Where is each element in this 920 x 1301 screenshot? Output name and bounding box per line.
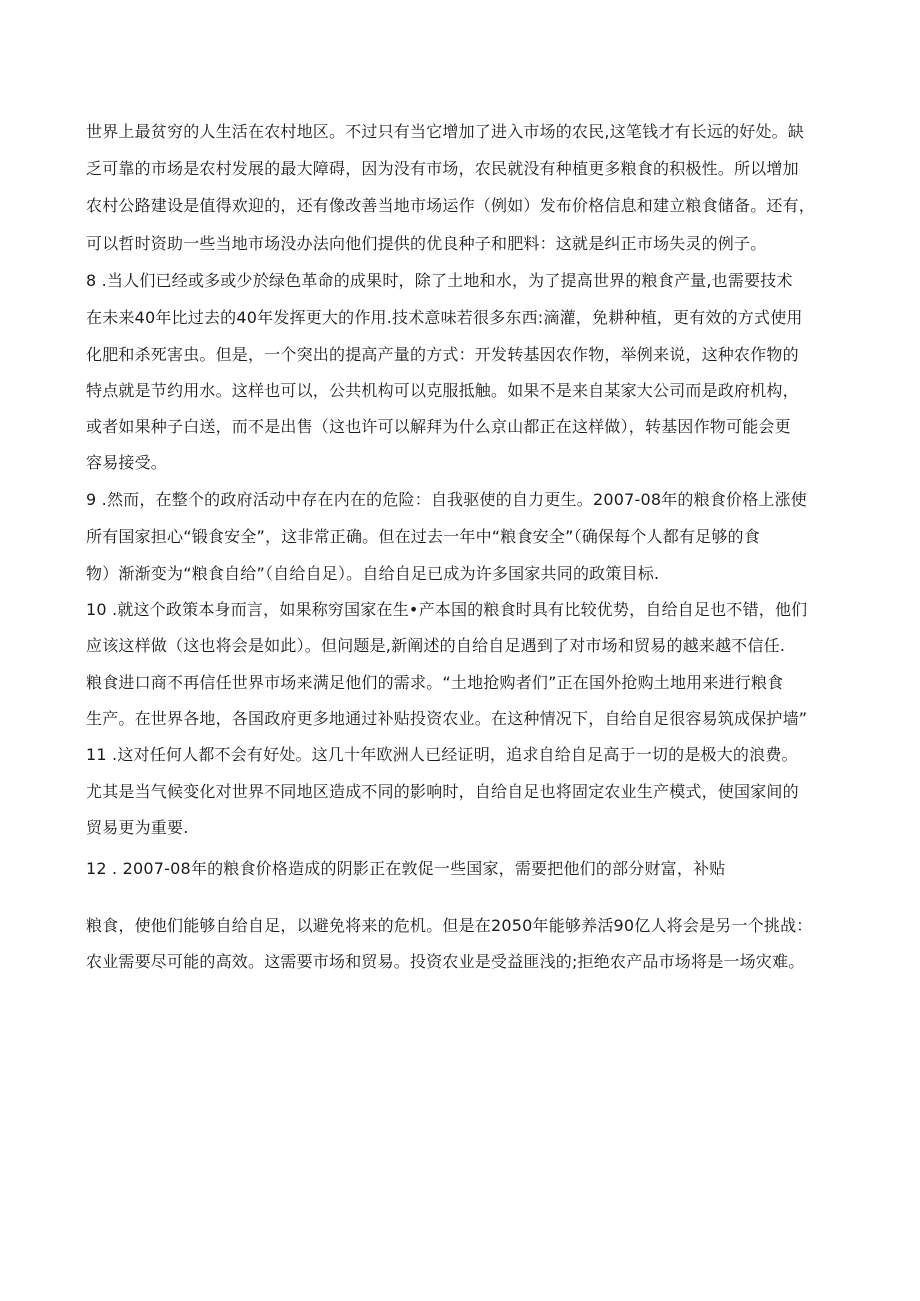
paragraph-line: 10 .就这个政策本身而言，如果称穷国家在生•产本国的粮食时具有比较优势，自给自足也不错，他们 — [86, 600, 808, 619]
paragraph-line: 化肥和杀死害虫。但是，一个突出的提高产量的方式：开发转基因农作物，举例来说，这种农作物的 — [86, 345, 799, 364]
paragraph-line: 在未来40年比过去的40年发挥更大的作用.技术意味若很多东西:滴灌，免耕种植，更有效的方式使用 — [86, 308, 803, 327]
paragraph-line: 粮食，使他们能够自给自足，以避免将来的危机。但是在2050年能够养活90亿人将会是另一个挑战： — [86, 916, 813, 935]
paragraph-line: 8 .当人们已经或多或少於绿色革命的成果时，除了土地和水，为了提高世界的粮食产量,也需要技术 — [86, 271, 793, 290]
paragraph-line: 尤其是当气候变化对世界不同地区造成不同的影响时，自给自足也将固定农业生产模式，使国家间的 — [86, 782, 799, 801]
paragraph-line: 应该这样做（这也将会是如此）。但问题是,新阐述的自给自足遇到了对市场和贸易的越来越不信任. — [86, 636, 786, 655]
paragraph-line: 乏可靠的市场是农村发展的最大障碍，因为没有市场，农民就没有种植更多粮食的积极性。所以增加 — [86, 159, 799, 178]
paragraph-line: 农业需要尽可能的高效。这需要市场和贸易。投资农业是受益匪浅的;拒绝农产品市场将是一场灾难。 — [86, 952, 805, 971]
paragraph-line: 贸易更为重要. — [86, 818, 189, 837]
paragraph-line: 世界上最贫穷的人生活在农村地区。不过只有当它增加了进入市场的农民,这笔钱才有长远的好处。缺 — [86, 122, 805, 141]
paragraph-line: 生产。在世界各地，各国政府更多地通过补贴投资农业。在这种情况下，自给自足很容易筑成保护墙” — [86, 709, 808, 728]
paragraph-line: 所有国家担心“锻食安全”，这非常正确。但在过去一年中“粮食安全”（确保每个人都有足够的食 — [86, 527, 760, 546]
paragraph-line: 9 .然而，在整个的政府活动中存在内在的危险：自我驱使的自力更生。2007-08年的粮食价格上涨使 — [86, 490, 808, 509]
paragraph-line: 可以哲时资助一些当地市场没办法向他们提供的优良种子和肥料：这就是纠正市场失灵的例子。 — [86, 234, 767, 253]
paragraph-line: 特点就是节约用水。这样也可以，公共机构可以克服抵触。如果不是来自某家大公司而是政府机构， — [86, 381, 799, 400]
paragraph-line: 容易接受。 — [86, 453, 168, 472]
paragraph-line: 物）渐渐变为“粮食自给”（自给自足）。自给自足已成为许多国家共同的政策目标. — [86, 564, 660, 583]
paragraph-line: 11 .这对任何人都不会有好处。这几十年欧洲人已经证明，追求自给自足高于一切的是极大的浪费。 — [86, 745, 798, 764]
paragraph-line: 农村公路建设是值得欢迎的，还有像改善当地市场运作（例如）发布价格信息和建立粮食储备。还有， — [86, 196, 816, 215]
paragraph-line: 或者如果种子白送，而不是出售（这也许可以解拜为什么京山都正在这样做），转基因作物可能会更 — [86, 417, 791, 436]
paragraph-line: 12 . 2007-08年的粮食价格造成的阴影正在敦促一些国家，需要把他们的部分财富，补贴 — [86, 859, 726, 878]
paragraph-line: 粮食进口商不再信任世界市场来满足他们的需求。“土地抢购者们”正在国外抢购土地用来进行粮食 — [86, 673, 784, 692]
